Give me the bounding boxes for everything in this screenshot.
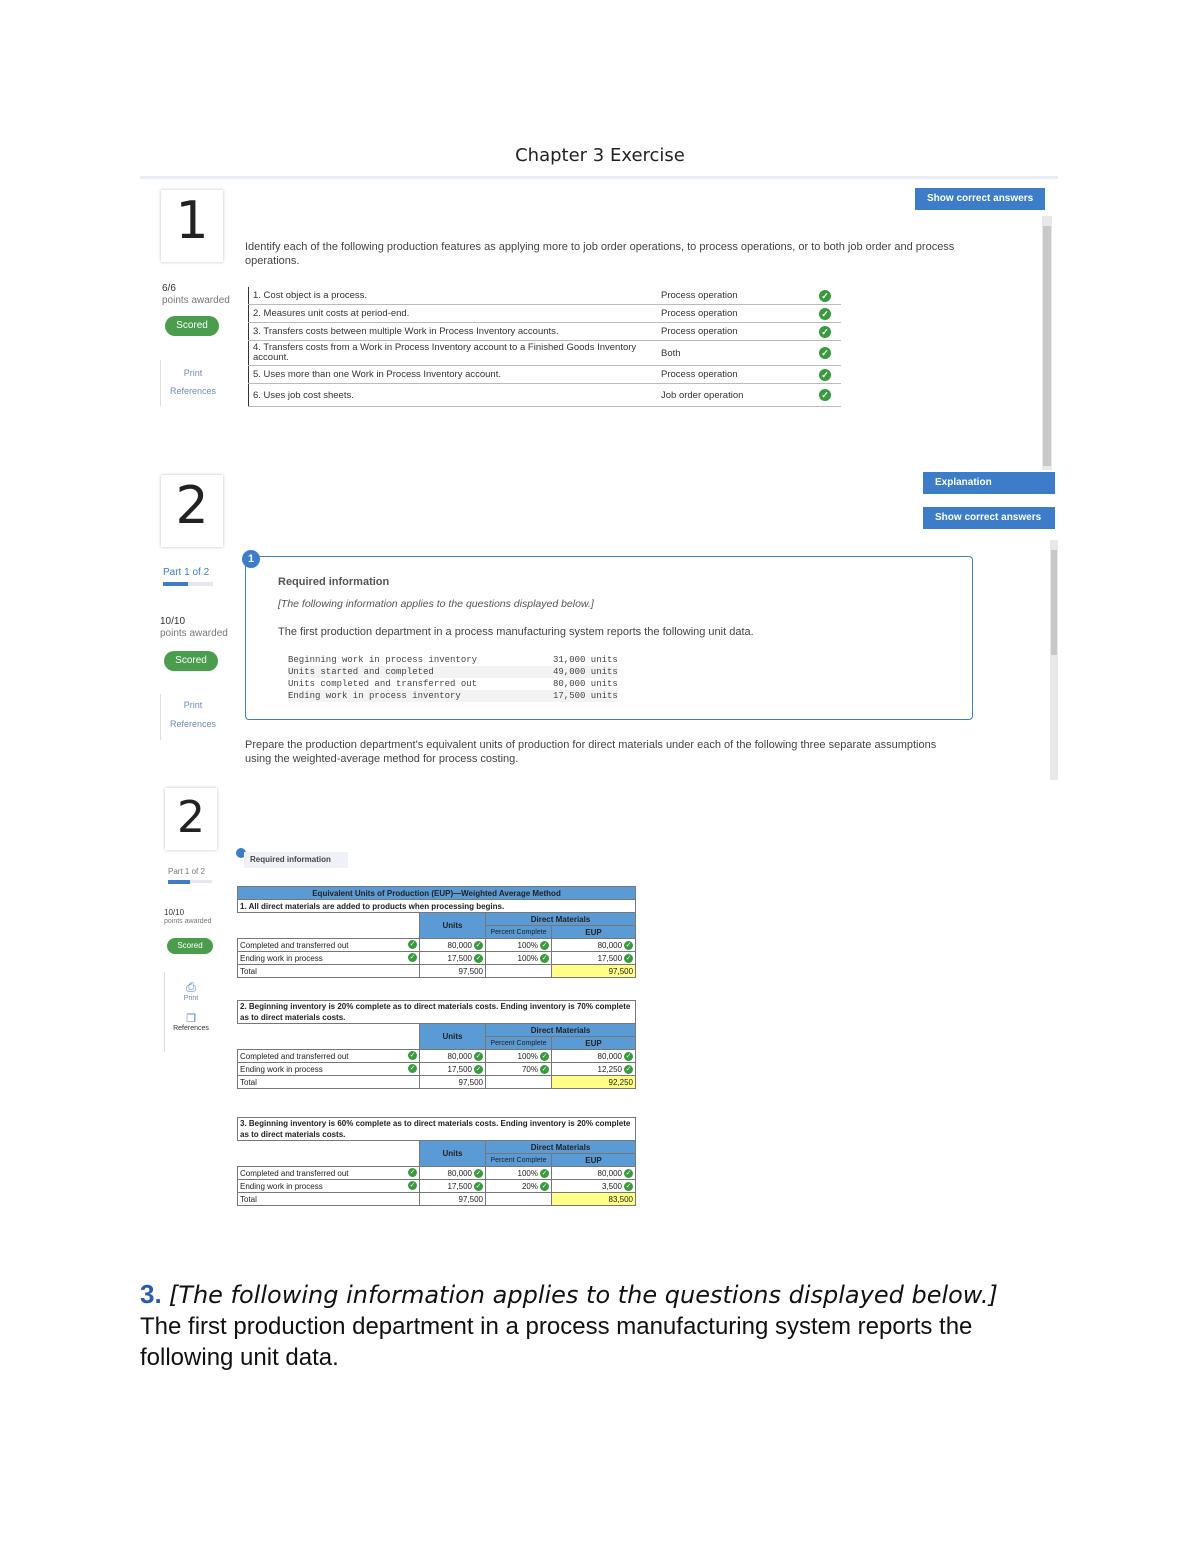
unit-data-value: 80,000 units <box>553 679 618 689</box>
eup-cell[interactable]: 3,500 <box>601 1181 622 1191</box>
check-icon: ✓ <box>541 1182 548 1190</box>
references-icon[interactable]: ❐ <box>186 1013 196 1025</box>
check-icon: ✓ <box>625 1169 632 1177</box>
q1-row-2-desc: 2. Measures unit costs at period-end. <box>249 305 658 323</box>
direct-materials-header: Direct Materials <box>486 1141 636 1154</box>
units-cell[interactable]: 17,500 <box>447 1181 472 1191</box>
table-row <box>249 384 842 407</box>
q1-row-4-desc: 4. Transfers costs from a Work in Process Inventory account to a Finished Goods Inventory account. <box>249 341 658 366</box>
table-row <box>249 323 842 341</box>
unit-data-row <box>288 678 618 690</box>
q1-points-label: points awarded <box>162 295 230 306</box>
print-icon[interactable]: ⎙ <box>186 980 196 994</box>
q2-scored-badge: Scored <box>164 651 218 671</box>
unit-data-row <box>288 666 618 678</box>
q2b-points: 10/10 <box>164 908 185 917</box>
percent-cell[interactable]: 70% <box>521 1064 538 1074</box>
q1-print-link[interactable]: Print <box>183 368 203 378</box>
question-3-number: 3. <box>140 1279 162 1309</box>
q1-row-5-desc: 5. Uses more than one Work in Process Inventory account. <box>249 366 658 384</box>
eup-table-3 <box>237 1117 636 1206</box>
eup-table-title: Equivalent Units of Production (EUP)—Weighted Average Method <box>238 887 636 900</box>
eup-total-cell: 92,250 <box>552 1076 636 1089</box>
percent-complete-header: Percent Complete <box>486 926 552 939</box>
q2b-part-progress <box>168 880 212 883</box>
q1-row-3-answer[interactable]: Process operation <box>657 323 815 341</box>
table-row <box>238 1050 636 1063</box>
row-label: Completed and transferred out <box>240 940 349 950</box>
row-label: Ending work in process <box>240 1064 323 1074</box>
q1-answer-table <box>248 287 841 407</box>
q1-scrollbar[interactable] <box>1042 216 1052 470</box>
units-cell[interactable]: 80,000 <box>447 1051 472 1061</box>
check-icon: ✓ <box>409 1181 416 1189</box>
q2-points: 10/10 <box>160 616 186 627</box>
eup-cell[interactable]: 80,000 <box>597 940 623 950</box>
units-total-cell: 97,500 <box>420 965 486 978</box>
eup-section-1-title: 1. All direct materials are added to products when processing begins. <box>238 900 636 913</box>
direct-materials-header: Direct Materials <box>486 913 636 926</box>
prepare-instructions: Prepare the production department's equivalent units of production for direct materials under each of the following three separate assumptions using the weighted-average method for process costing. <box>245 739 937 765</box>
check-icon: ✓ <box>625 1052 632 1060</box>
check-icon: ✓ <box>475 941 482 949</box>
page-title: Chapter 3 Exercise <box>515 145 685 166</box>
unit-data-row <box>288 690 618 702</box>
question-3-note: [The following information applies to the questions displayed below.] <box>168 1281 998 1309</box>
q2-show-correct-button[interactable]: Show correct answers <box>923 507 1055 529</box>
q2b-print-link[interactable]: Print <box>183 995 199 1002</box>
check-icon: ✓ <box>475 1169 482 1177</box>
eup-cell[interactable]: 80,000 <box>597 1051 622 1061</box>
eup-tables <box>237 886 636 1206</box>
title-divider <box>140 176 1058 179</box>
units-total-cell: 97,500 <box>420 1193 486 1206</box>
q2-print-link[interactable]: Print <box>183 700 203 710</box>
q1-side-card <box>160 360 225 406</box>
check-icon: ✓ <box>409 953 416 961</box>
row-label: Total <box>238 965 420 978</box>
unit-data-value: 17,500 units <box>553 691 618 701</box>
unit-data-list <box>288 654 618 702</box>
unit-data-label: Ending work in process inventory <box>288 691 461 701</box>
question-number-1: 1 <box>161 190 223 262</box>
table-row <box>238 1076 636 1089</box>
q2b-references-link[interactable]: References <box>173 1025 209 1032</box>
percent-cell[interactable]: 100% <box>517 953 538 963</box>
check-icon: ✓ <box>475 954 482 962</box>
table-row <box>249 341 842 366</box>
check-icon: ✓ <box>541 941 548 949</box>
unit-data-value: 31,000 units <box>553 655 618 665</box>
check-icon: ✓ <box>819 347 831 359</box>
check-icon: ✓ <box>409 1051 416 1059</box>
eup-cell[interactable]: 80,000 <box>597 1168 622 1178</box>
units-total-cell: 97,500 <box>420 1076 486 1089</box>
required-information-intro: The first production department in a process manufacturing system reports the following unit data. <box>278 626 754 638</box>
q1-row-6-desc: 6. Uses job cost sheets. <box>249 384 658 407</box>
table-row <box>238 939 636 952</box>
percent-cell[interactable]: 20% <box>521 1181 538 1191</box>
check-icon: ✓ <box>819 389 831 401</box>
q1-prompt: Identify each of the following production features as applying more to job order operations, to process operations, or to both job order and process operations. <box>245 241 955 267</box>
direct-materials-header: Direct Materials <box>486 1024 636 1037</box>
q2b-points-label: points awarded <box>164 918 212 925</box>
check-icon: ✓ <box>541 1065 548 1073</box>
check-icon: ✓ <box>819 308 831 320</box>
question-3-intro: The first production department in a process manufacturing system reports the following unit data. <box>140 1313 973 1371</box>
q2b-side-card <box>164 972 217 1052</box>
q1-row-6-answer[interactable]: Job order operation <box>657 384 815 407</box>
table-row <box>238 1180 636 1193</box>
check-icon: ✓ <box>541 1052 548 1060</box>
check-icon: ✓ <box>475 1052 482 1060</box>
check-icon: ✓ <box>475 1065 482 1073</box>
q1-scored-badge: Scored <box>165 316 219 336</box>
q2-scrollbar[interactable] <box>1050 540 1058 780</box>
check-icon: ✓ <box>409 1168 416 1176</box>
check-icon: ✓ <box>625 1065 632 1073</box>
unit-data-label: Units started and completed <box>288 667 434 677</box>
percent-complete-header: Percent Complete <box>486 1037 552 1050</box>
q2-references-link[interactable]: References <box>169 719 217 729</box>
q2-side-card <box>160 694 225 740</box>
q2-part-label: Part 1 of 2 <box>163 567 210 578</box>
eup-cell[interactable]: 17,500 <box>597 953 623 963</box>
eup-total-cell: 97,500 <box>552 965 636 978</box>
q2b-scored-badge: Scored <box>167 938 213 954</box>
q2-part-progress <box>163 582 213 586</box>
unit-data-label: Units completed and transferred out <box>288 679 478 689</box>
unit-data-value: 49,000 units <box>553 667 618 677</box>
row-label: Total <box>238 1193 420 1206</box>
eup-total-cell: 83,500 <box>552 1193 636 1206</box>
check-icon: ✓ <box>819 369 831 381</box>
row-label: Completed and transferred out <box>240 1051 349 1061</box>
q1-row-3-desc: 3. Transfers costs between multiple Work in Process Inventory accounts. <box>249 323 658 341</box>
check-icon: ✓ <box>409 1064 416 1072</box>
table-row <box>238 952 636 965</box>
check-icon: ✓ <box>819 326 831 338</box>
eup-table-2 <box>237 1000 636 1089</box>
units-cell[interactable]: 17,500 <box>447 953 472 963</box>
required-information-title: Required information <box>278 576 390 588</box>
row-label: Completed and transferred out <box>240 1168 349 1178</box>
eup-header: EUP <box>552 1154 636 1167</box>
row-label: Total <box>238 1076 420 1089</box>
question-number-2b: 2 <box>165 788 217 850</box>
table-row <box>249 305 842 323</box>
q1-row-5-answer[interactable]: Process operation <box>657 366 815 384</box>
table-row <box>238 1193 636 1206</box>
question-3 <box>140 1278 1060 1373</box>
eup-cell[interactable]: 12,250 <box>597 1064 622 1074</box>
table-row <box>238 1063 636 1076</box>
units-cell[interactable]: 17,500 <box>447 1064 472 1074</box>
units-header: Units <box>420 1024 486 1050</box>
check-icon: ✓ <box>409 940 416 948</box>
table-row <box>249 287 842 305</box>
check-icon: ✓ <box>625 1182 632 1190</box>
percent-complete-header: Percent Complete <box>486 1154 552 1167</box>
units-header: Units <box>420 1141 486 1167</box>
check-icon: ✓ <box>819 290 831 302</box>
q1-row-1-answer[interactable]: Process operation <box>657 287 815 305</box>
units-cell[interactable]: 80,000 <box>447 940 472 950</box>
explanation-button[interactable]: Explanation <box>923 472 1055 494</box>
question-number-2: 2 <box>161 475 223 547</box>
check-icon: ✓ <box>541 1169 548 1177</box>
info-number-badge: 1 <box>242 550 260 568</box>
eup-section-3-title: 3. Beginning inventory is 60% complete as to direct materials costs. Ending inventory is 20% complete as to direct materials costs. <box>238 1118 636 1141</box>
percent-cell[interactable]: 100% <box>517 940 538 950</box>
q1-row-1-desc: 1. Cost object is a process. <box>249 287 658 305</box>
percent-cell[interactable]: 100% <box>517 1168 538 1178</box>
q1-references-link[interactable]: References <box>169 386 217 396</box>
table-row <box>238 1167 636 1180</box>
q1-row-4-answer[interactable]: Both <box>657 341 815 366</box>
units-cell[interactable]: 80,000 <box>447 1168 472 1178</box>
q1-row-2-answer[interactable]: Process operation <box>657 305 815 323</box>
percent-cell[interactable]: 100% <box>517 1051 538 1061</box>
table-row <box>249 366 842 384</box>
eup-section-2-title: 2. Beginning inventory is 20% complete as to direct materials costs. Ending inventory is 70% complete as to direct materials costs. <box>238 1001 636 1024</box>
units-header: Units <box>420 913 486 939</box>
check-icon: ✓ <box>625 941 632 949</box>
eup-header: EUP <box>552 1037 636 1050</box>
unit-data-label: Beginning work in process inventory <box>288 655 478 665</box>
check-icon: ✓ <box>625 954 632 962</box>
check-icon: ✓ <box>541 954 548 962</box>
check-icon: ✓ <box>475 1182 482 1190</box>
required-information-note: [The following information applies to the questions displayed below.] <box>278 598 594 610</box>
q2-points-label: points awarded <box>160 628 228 639</box>
q2b-part-label: Part 1 of 2 <box>168 867 205 876</box>
row-label: Ending work in process <box>240 953 323 963</box>
q1-show-correct-button[interactable]: Show correct answers <box>915 188 1045 210</box>
table-row <box>238 965 636 978</box>
eup-table-1 <box>237 886 636 978</box>
unit-data-row <box>288 654 618 666</box>
row-label: Ending work in process <box>240 1181 323 1191</box>
q1-points: 6/6 <box>162 283 176 294</box>
required-information-tab[interactable]: Required information <box>244 852 348 868</box>
eup-header: EUP <box>552 926 636 939</box>
